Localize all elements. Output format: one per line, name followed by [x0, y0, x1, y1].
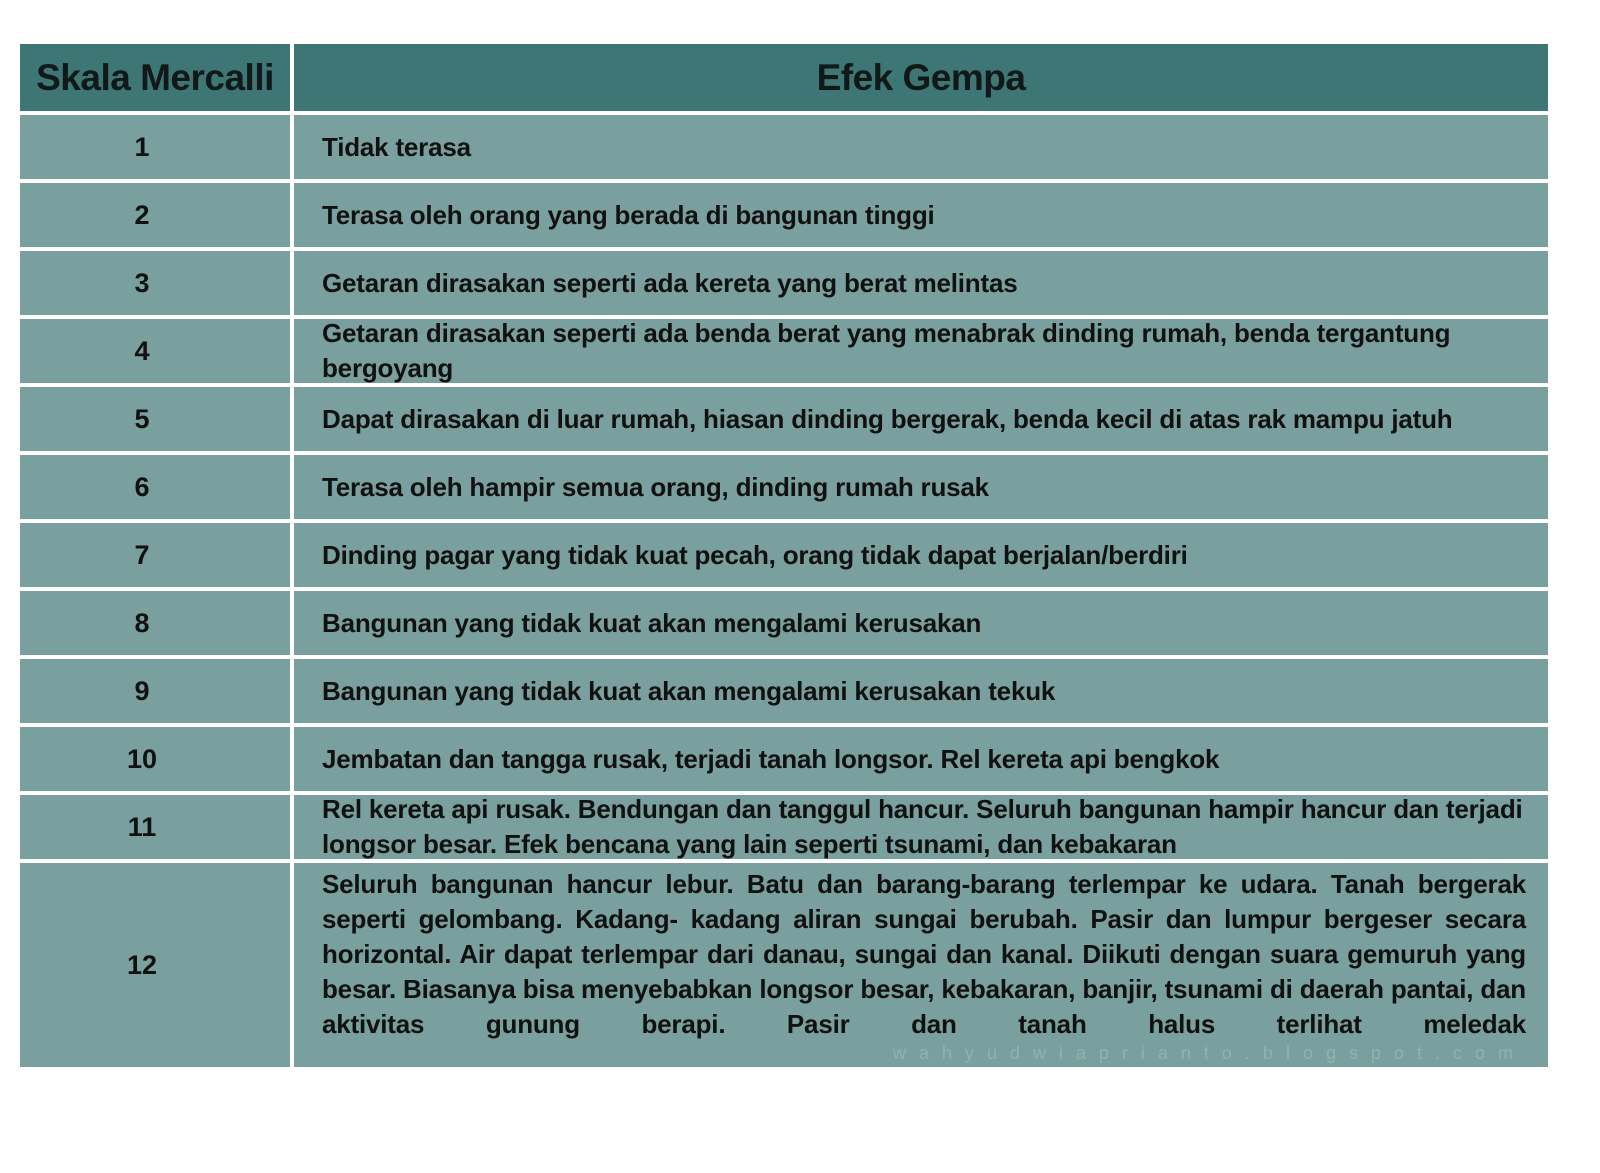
row-8-scale: 8 [20, 591, 290, 655]
header-effect: Efek Gempa [294, 44, 1548, 111]
row-4-scale: 4 [20, 319, 290, 383]
row-2-scale: 2 [20, 183, 290, 247]
row-1-effect: Tidak terasa [294, 115, 1548, 179]
row-12-effect-text: Seluruh bangunan hancur lebur. Batu dan barang-barang terlempar ke udara. Tanah bergerak seperti gelombang. Kadang- kadang aliran sungai berubah. Pasir dan lumpur bergeser secara horizontal. Air dapat terlempar dari danau, sungai dan kanal. Diikuti dengan suara gemuruh yang besar. Biasanya bisa menyebabkan longsor besar, kebakaran, banjir, tsunami di daerah pantai, dan aktivitas gunung berapi. Pasir dan tanah halus terlihat meledak [322, 869, 1526, 1039]
row-10-effect: Jembatan dan tangga rusak, terjadi tanah longsor. Rel kereta api bengkok [294, 727, 1548, 791]
row-3-effect: Getaran dirasakan seperti ada kereta yang berat melintas [294, 251, 1548, 315]
mercalli-scale-table [20, 44, 1548, 1067]
row-2-effect: Terasa oleh orang yang berada di bangunan tinggi [294, 183, 1548, 247]
row-11-effect: Rel kereta api rusak. Bendungan dan tanggul hancur. Seluruh bangunan hampir hancur dan terjadi longsor besar. Efek bencana yang lain seperti tsunami, dan kebakaran [294, 795, 1548, 859]
row-9-effect: Bangunan yang tidak kuat akan mengalami kerusakan tekuk [294, 659, 1548, 723]
watermark: wahyudwiaprianto.blogspot.com [892, 1043, 1526, 1063]
row-9-scale: 9 [20, 659, 290, 723]
row-10-scale: 10 [20, 727, 290, 791]
row-12-scale: 12 [20, 863, 290, 1067]
row-8-effect: Bangunan yang tidak kuat akan mengalami kerusakan [294, 591, 1548, 655]
row-6-scale: 6 [20, 455, 290, 519]
row-11-scale: 11 [20, 795, 290, 859]
row-4-effect: Getaran dirasakan seperti ada benda berat yang menabrak dinding rumah, benda tergantung bergoyang [294, 319, 1548, 383]
row-7-effect: Dinding pagar yang tidak kuat pecah, orang tidak dapat berjalan/berdiri [294, 523, 1548, 587]
row-6-effect: Terasa oleh hampir semua orang, dinding rumah rusak [294, 455, 1548, 519]
row-7-scale: 7 [20, 523, 290, 587]
row-12-effect [294, 863, 1548, 1067]
row-5-effect: Dapat dirasakan di luar rumah, hiasan dinding bergerak, benda kecil di atas rak mampu jatuh [294, 387, 1548, 451]
header-scale: Skala Mercalli [20, 44, 290, 111]
row-1-scale: 1 [20, 115, 290, 179]
row-3-scale: 3 [20, 251, 290, 315]
row-5-scale: 5 [20, 387, 290, 451]
